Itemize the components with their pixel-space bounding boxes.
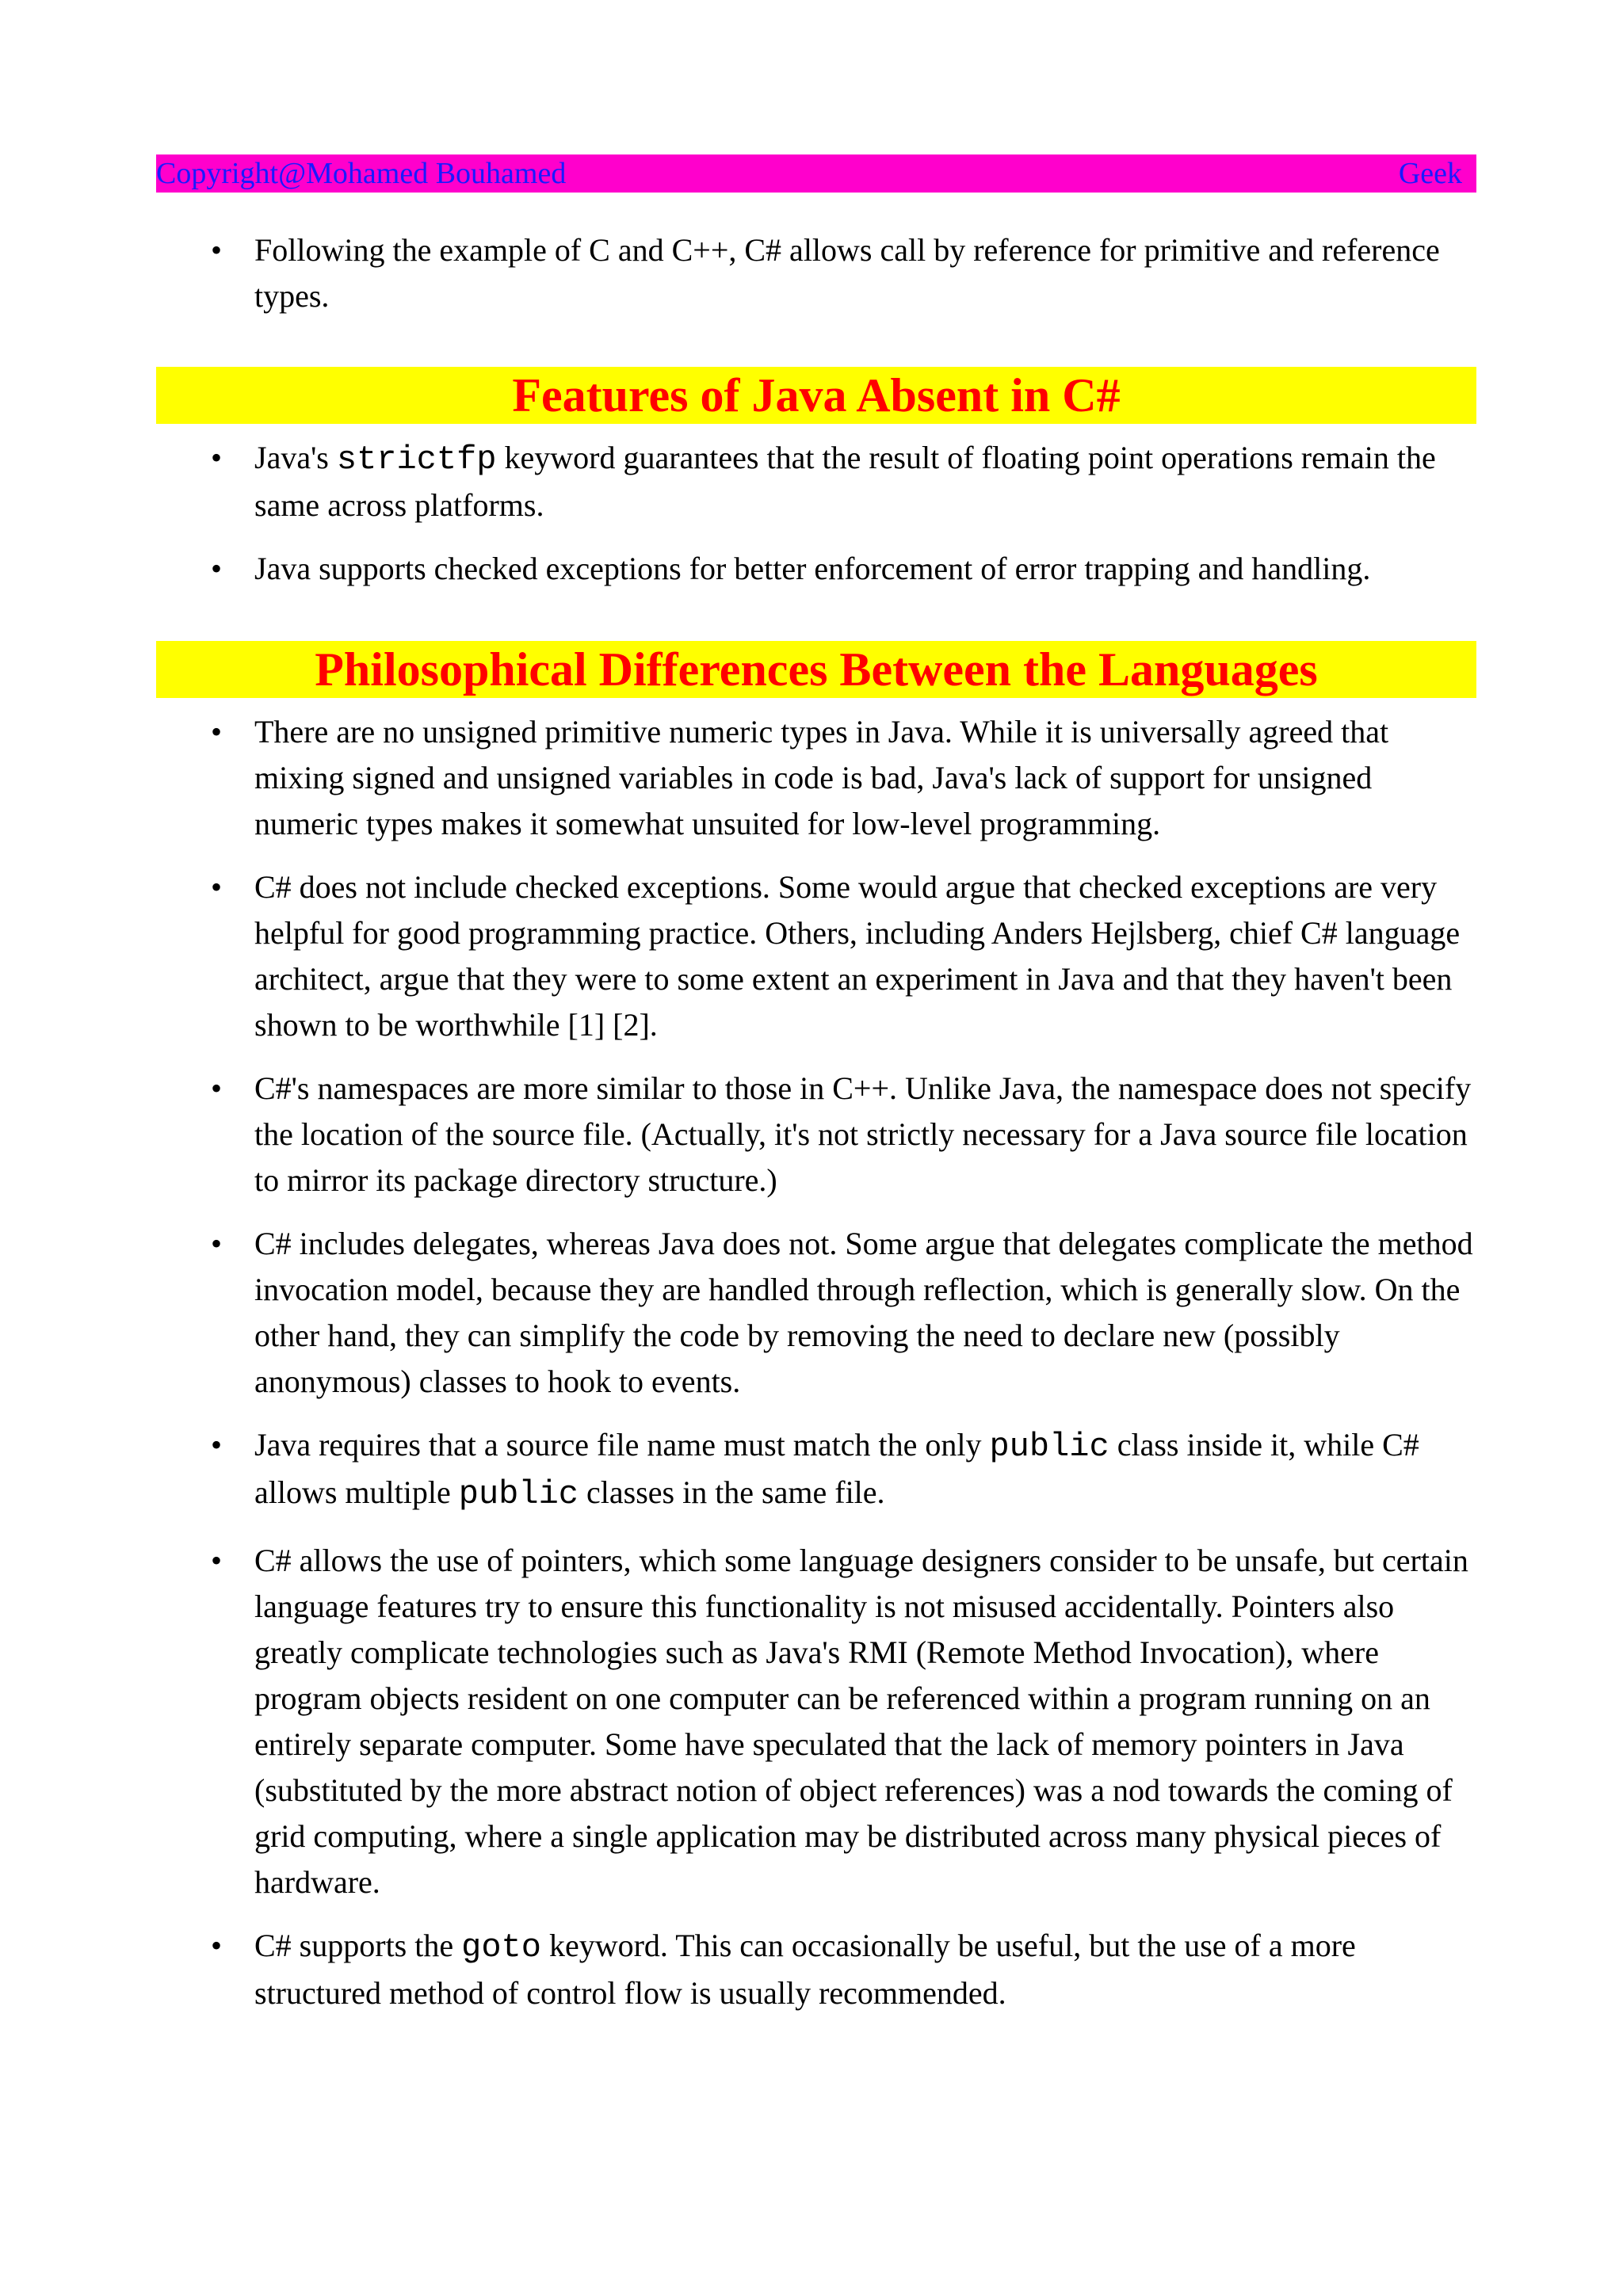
list-item: • C# supports the goto keyword. This can occasionally be useful, but the use of a more structured method of control flow is usually recommended. <box>156 1923 1476 2016</box>
bullet: • <box>211 551 223 586</box>
java-features-list <box>156 435 1476 592</box>
list-item: • C# allows the use of pointers, which some language designers consider to be unsafe, but certain language features try to ensure this functionality is not misused accidentally. Pointers also greatly complicate technologies such as Java's RMI (Remote Method Invocation), where program objects resident on one computer can be referenced within a program running on an entirely separate computer. Some have speculated that the lack of memory pointers in Java (substituted by the more abstract notion of object references) was a nod towards the coming of grid computing, where a single application may be distributed across many physical pieces of hardware. <box>156 1538 1476 1905</box>
list-item: • Java requires that a source file name must match the only public class inside it, while C# allows multiple public classes in the same file. <box>156 1422 1476 1517</box>
list-item: • C#'s namespaces are more similar to those in C++. Unlike Java, the namespace does not specify the location of the source file. (Actually, it's not strictly necessary for a Java source file location to mirror its package directory structure.) <box>156 1066 1476 1203</box>
section-heading-java-features: Features of Java Absent in C# <box>156 367 1476 424</box>
bullet: • <box>211 1070 223 1106</box>
inline-code: goto <box>461 1928 541 1966</box>
philosophical-list <box>156 709 1476 2016</box>
bullet: • <box>211 232 223 268</box>
bullet: • <box>211 714 223 749</box>
section-heading-philosophical: Philosophical Differences Between the Languages <box>156 641 1476 698</box>
bullet: • <box>211 1928 223 1963</box>
inline-code: public <box>458 1475 579 1513</box>
bullet: • <box>211 1427 223 1463</box>
page-header <box>156 154 1476 193</box>
header-copyright: Copyright@Mohamed Bouhamed <box>156 157 567 190</box>
list-item: • Java's strictfp keyword guarantees that the result of floating point operations remain the same across platforms. <box>156 435 1476 528</box>
list-item: • Following the example of C and C++, C# allows call by reference for primitive and reference types. <box>156 227 1476 319</box>
header-label: Geek <box>1398 157 1462 190</box>
list-item: • C# does not include checked exceptions. Some would argue that checked exceptions are very helpful for good programming practice. Others, including Anders Hejlsberg, chief C# language architect, argue that they were to some extent an experiment in Java and that they haven't been shown to be worthwhile [1] [2]. <box>156 864 1476 1048</box>
list-item: • There are no unsigned primitive numeric types in Java. While it is universally agreed that mixing signed and unsigned variables in code is bad, Java's lack of support for unsigned numeric types makes it somewhat unsuited for low-level programming. <box>156 709 1476 847</box>
intro-list <box>156 227 1476 319</box>
list-item: • Java supports checked exceptions for better enforcement of error trapping and handling. <box>156 546 1476 592</box>
document-page <box>156 154 1476 2016</box>
bullet: • <box>211 1226 223 1261</box>
bullet: • <box>211 1543 223 1578</box>
list-item: • C# includes delegates, whereas Java does not. Some argue that delegates complicate the method invocation model, because they are handled through reflection, which is generally slow. On the other hand, they can simplify the code by removing the need to declare new (possibly anonymous) classes to hook to events. <box>156 1221 1476 1405</box>
bullet: • <box>211 869 223 905</box>
inline-code: public <box>989 1428 1109 1466</box>
inline-code: strictfp <box>336 441 497 479</box>
bullet: • <box>211 440 223 475</box>
